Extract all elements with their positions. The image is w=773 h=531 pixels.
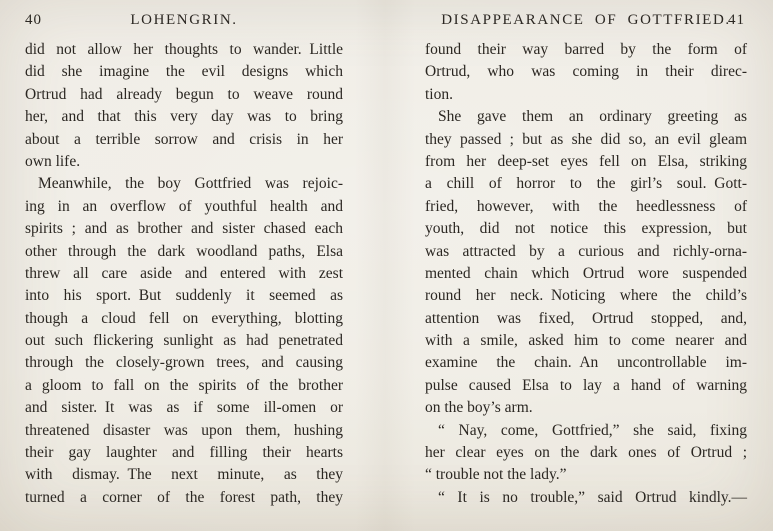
text-line: they passed ; but as she did so, an evil gleam xyxy=(425,130,747,148)
text-line: into his sport. But suddenly it seemed as xyxy=(25,287,343,305)
text-line: round her neck. Noticing where the child’s xyxy=(425,287,747,305)
text-line: was attracted by a curious and richly-orna- xyxy=(425,242,747,260)
text-line: examine the chain. An uncontrollable im- xyxy=(425,354,747,372)
text-line: youth, did not notice this expression, but xyxy=(425,220,747,238)
text-line: did not allow her thoughts to wander. Little xyxy=(25,41,343,58)
text-line: pulse caused Elsa to lay a hand of warning xyxy=(425,376,747,394)
running-header xyxy=(25,12,343,32)
text-line: Ortrud had already begun to weave round xyxy=(25,85,343,103)
text-line: out such flickering sunlight as had penetrated xyxy=(25,332,343,350)
text-line: her clear eyes on the dark ones of Ortrud ; xyxy=(425,444,747,462)
text-line: fried, however, with the heedlessness of xyxy=(425,197,747,215)
text-line: threw all care aside and entered with zest xyxy=(25,264,343,282)
text-line: spirits ; and as brother and sister chased each xyxy=(25,220,343,238)
text-line: and sister. It was as if some ill-omen or xyxy=(25,399,343,417)
running-title: DISAPPEARANCE OF GOTTFRIED. xyxy=(441,12,731,28)
text-line: tion. xyxy=(425,85,453,103)
text-line: did she imagine the evil designs which xyxy=(25,63,343,81)
text-line: She gave them an ordinary greeting as xyxy=(438,108,747,126)
running-title: LOHENGRIN. xyxy=(130,12,238,28)
text-line: on the boy’s arm. xyxy=(425,399,533,417)
text-line: her, and that this very day was to bring xyxy=(25,108,343,126)
text-line: Meanwhile, the boy Gottfried was rejoic- xyxy=(38,175,343,193)
text-line: a gloom to fall on the spirits of the brother xyxy=(25,376,343,394)
page-gutter xyxy=(355,0,415,531)
text-line: “ It is no trouble,” said Ortrud kindly.— xyxy=(438,488,747,506)
text-line: through the closely-grown trees, and causing xyxy=(25,354,343,372)
text-line: attention was fixed, Ortrud stopped, and, xyxy=(425,309,747,327)
text-line: threatened disaster was upon them, hushing xyxy=(25,421,343,439)
running-header xyxy=(425,12,747,32)
text-line: ing in an overflow of youthful health and xyxy=(25,197,343,215)
page-number: 41 xyxy=(728,12,745,28)
text-line: other through the dark woodland paths, Elsa xyxy=(25,242,343,260)
text-line: their gay laughter and filling their hearts xyxy=(25,444,343,462)
text-line: turned a corner of the forest path, they xyxy=(25,488,343,506)
page-body xyxy=(25,39,343,509)
text-line: with a smile, asked him to come nearer and xyxy=(425,332,747,350)
left-page xyxy=(25,0,343,531)
text-line: mented chain which Ortrud wore suspended xyxy=(425,264,747,282)
right-page xyxy=(425,0,747,531)
text-line: “ Nay, come, Gottfried,” she said, fixing xyxy=(438,421,747,439)
text-line: with dismay. The next minute, as they xyxy=(25,466,343,484)
text-line: “ trouble not the lady.” xyxy=(425,466,567,484)
text-line: found their way barred by the form of xyxy=(425,41,747,58)
text-line: Ortrud, who was coming in their direc- xyxy=(425,63,747,81)
text-line: about a terrible sorrow and crisis in her xyxy=(25,130,343,148)
text-line: though a cloud fell on everything, blotting xyxy=(25,309,343,327)
page-number: 40 xyxy=(25,12,42,28)
text-line: a chill of horror to the girl’s soul. Gott- xyxy=(425,175,747,193)
text-line: from her deep-set eyes fell on Elsa, striking xyxy=(425,152,747,170)
text-line: own life. xyxy=(25,152,81,170)
page-body xyxy=(425,39,747,509)
